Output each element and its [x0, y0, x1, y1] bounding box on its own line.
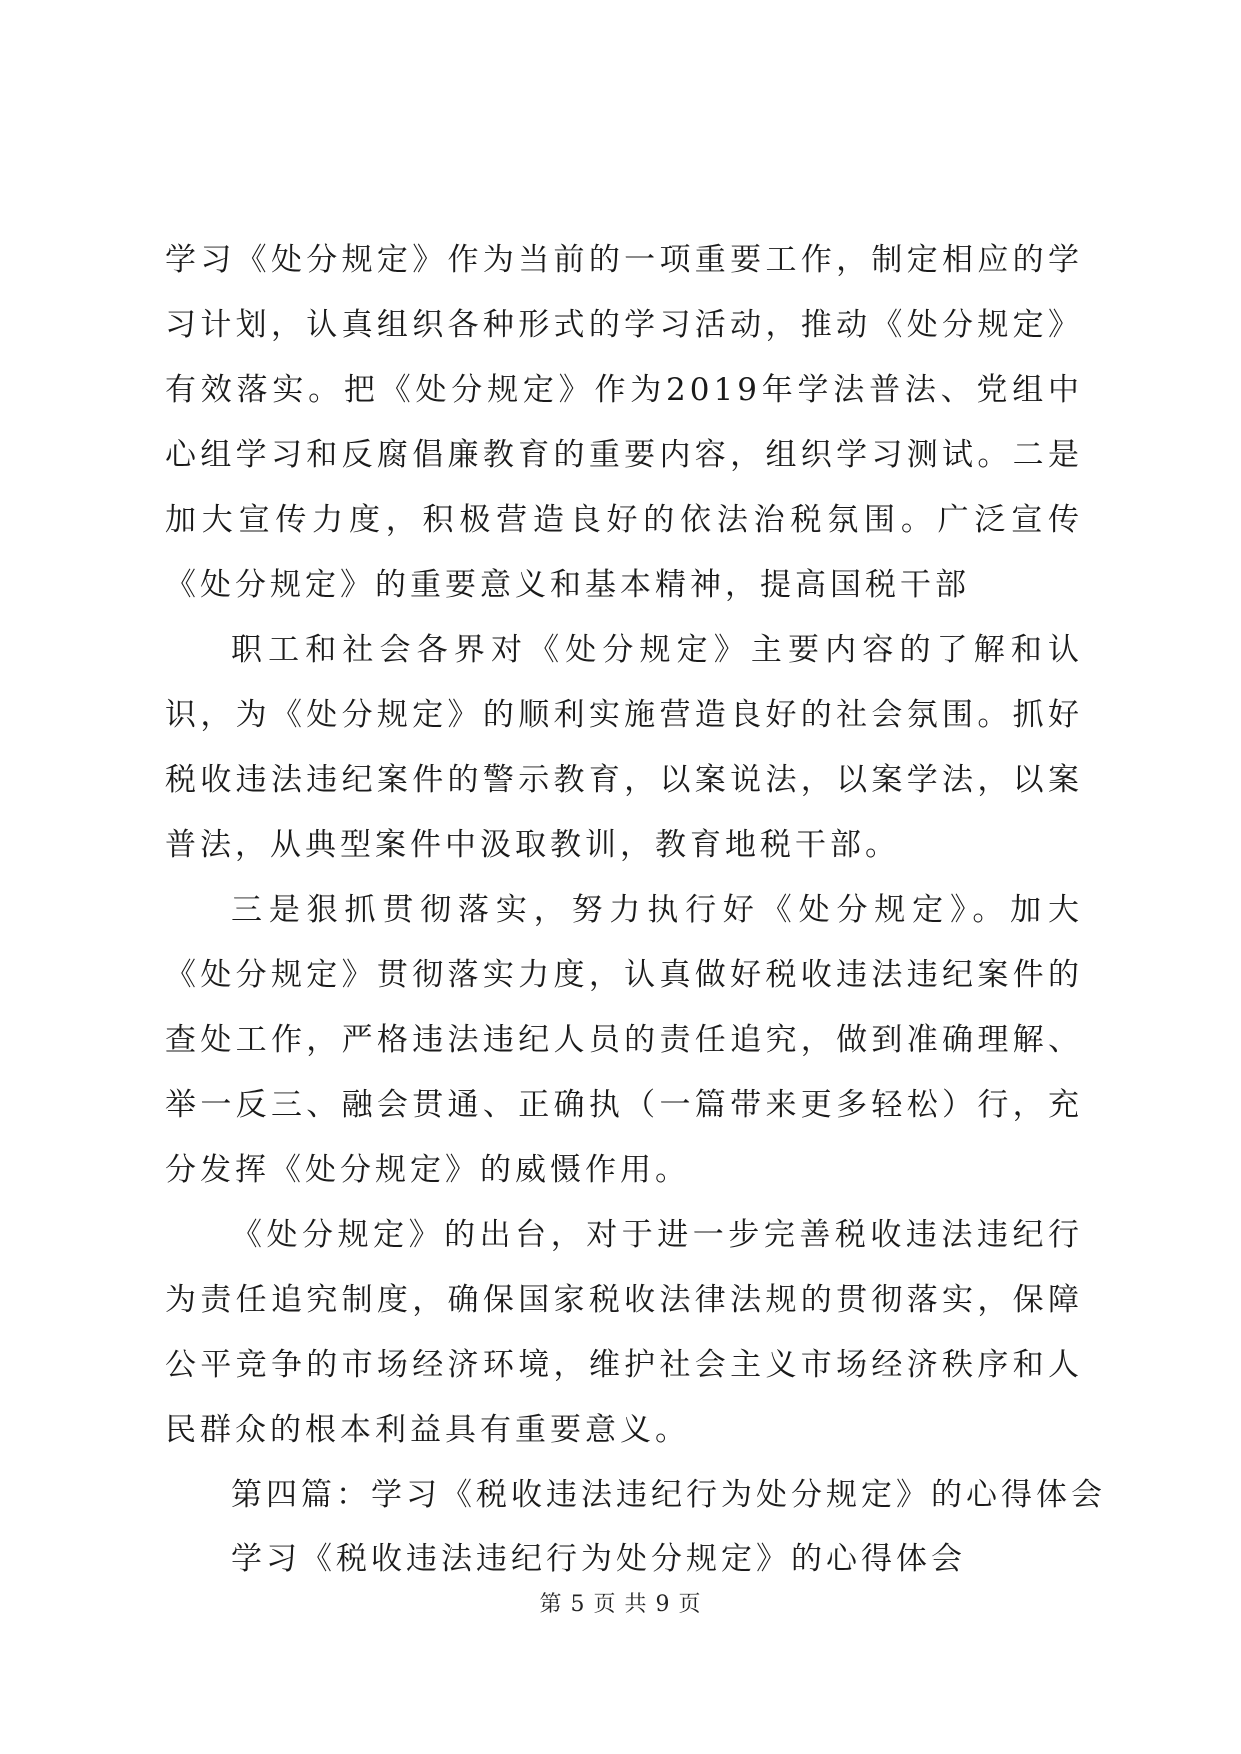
document-body — [165, 228, 1106, 1591]
paragraph-1: 学习《处分规定》作为当前的一项重要工作，制定相应的学习计划，认真组织各种形式的学习活动，推动《处分规定》有效落实。把《处分规定》作为2019年学法普法、党组中心组学习和反腐倡廉教育的重要内容，组织学习测试。二是加大宣传力度，积极营造良好的依法治税氛围。广泛宣传《处分规定》的重要意义和基本精神，提高国税干部 — [165, 242, 1083, 603]
section-subheading: 学习《税收违法违纪行为处分规定》的心得体会 — [231, 1541, 966, 1577]
paragraph-3: 三是狠抓贯彻落实，努力执行好《处分规定》。加大《处分规定》贯彻落实力度，认真做好税收违法违纪案件的查处工作，严格违法违纪人员的责任追究，做到准确理解、举一反三、融会贯通、正确执（一篇带来更多轻松）行，充分发挥《处分规定》的威慑作用。 — [165, 892, 1083, 1188]
page-footer: 第 5 页 共 9 页 — [539, 1592, 702, 1617]
paragraph-2: 职工和社会各界对《处分规定》主要内容的了解和认识，为《处分规定》的顺利实施营造良好的社会氛围。抓好税收违法违纪案件的警示教育，以案说法，以案学法，以案普法，从典型案件中汲取教训，教育地税干部。 — [165, 632, 1083, 863]
paragraph-4: 《处分规定》的出台，对于进一步完善税收违法违纪行为责任追究制度，确保国家税收法律法规的贯彻落实，保障公平竞争的市场经济环境，维护社会主义市场经济秩序和人民群众的根本利益具有重要意义。 — [165, 1217, 1083, 1448]
section-heading: 第四篇：学习《税收违法违纪行为处分规定》的心得体会 — [231, 1477, 1106, 1513]
